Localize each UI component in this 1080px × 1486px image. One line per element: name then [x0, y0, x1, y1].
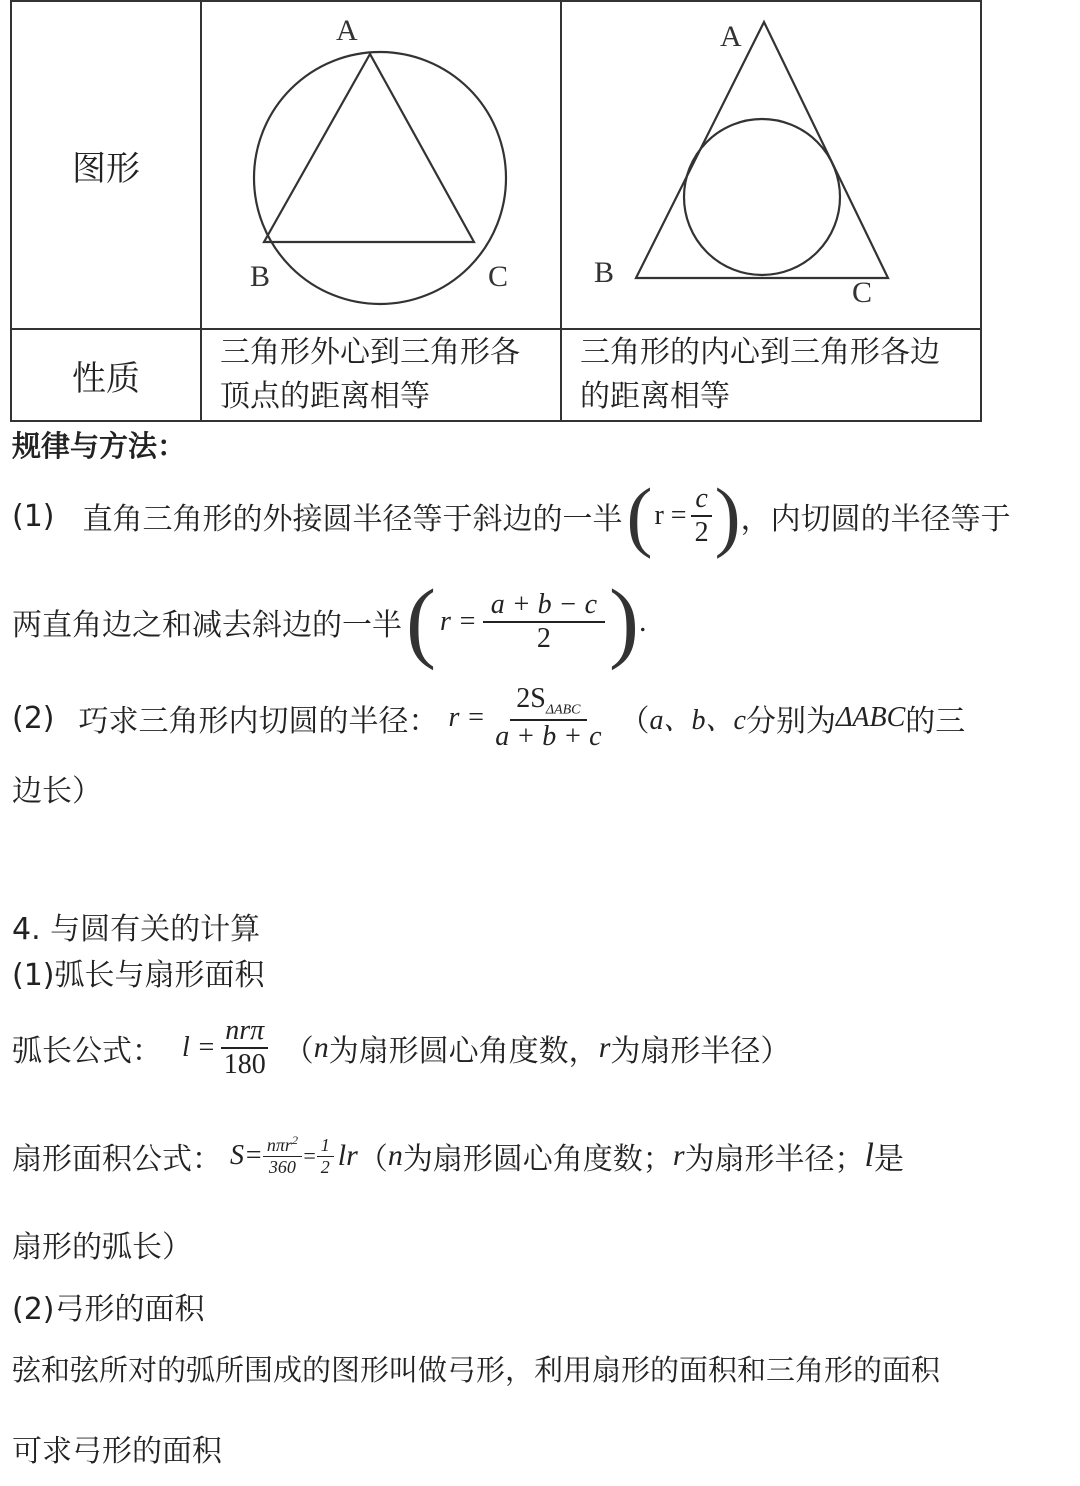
- row-label-property: [11, 329, 201, 421]
- arc-fraction: [220, 1015, 270, 1081]
- arc-note-open: （: [283, 1034, 314, 1069]
- rule1-line1: [12, 472, 1011, 559]
- sector-fraction: [263, 1134, 302, 1177]
- sector-eq: =: [301, 1143, 317, 1168]
- formula-a-denominator: 2: [694, 517, 709, 548]
- property-circumcenter: [201, 329, 561, 421]
- rule2-formula-fraction: [491, 683, 605, 753]
- vertex-a-label: A: [336, 14, 358, 47]
- arc-note-r: r: [598, 1031, 611, 1064]
- sector-note-n: n: [387, 1139, 403, 1172]
- formula-b-fraction: [483, 589, 605, 655]
- row-label-figure-text: 图形: [72, 148, 140, 189]
- incircle: [684, 119, 840, 275]
- rule2-note-open: （: [619, 704, 650, 739]
- sector-note-line2: 扇形的弧长）: [12, 1230, 192, 1265]
- row-label-property-text: 性质: [72, 358, 140, 399]
- rule2-note-triangle: ΔABC: [835, 702, 906, 733]
- sector-note-open: （: [357, 1142, 388, 1177]
- vertex-b-label: B: [594, 256, 615, 289]
- sector-note-l: l: [864, 1137, 874, 1174]
- sector-half-denominator: 2: [320, 1156, 330, 1177]
- vertex-c-label: C: [488, 260, 509, 293]
- rule1-text-a: 直角三角形的外接圆半径等于斜边的一半: [82, 502, 623, 537]
- sector-note-c: 为扇形半径；: [684, 1142, 865, 1177]
- sector-num-main: nπr: [266, 1135, 292, 1156]
- property-circumcenter-line2: 顶点的距离相等: [220, 379, 430, 414]
- section-title: 规律与方法：: [12, 429, 187, 463]
- sector-area-line: [12, 1124, 904, 1188]
- sector-label: 扇形面积公式：: [12, 1142, 222, 1177]
- sector-s: S=: [230, 1140, 263, 1171]
- arc-note-n: n: [313, 1031, 329, 1064]
- circumcircle-diagram: [202, 2, 560, 328]
- formula-b-lhs: r =: [439, 606, 477, 637]
- incircle-diagram: [562, 2, 980, 328]
- sector-denominator: 360: [268, 1157, 296, 1177]
- sector-num-sup: 2: [291, 1133, 298, 1148]
- arc-lhs: l =: [182, 1032, 216, 1063]
- circumcircle: [254, 52, 509, 304]
- arc-numerator: nrπ: [221, 1015, 268, 1049]
- rule2-line1: [12, 680, 965, 756]
- bow-line1: 弦和弦所对的弧所围成的图形叫做弓形，利用扇形的面积和三角形的面积: [12, 1353, 941, 1387]
- arc-label: 弧长公式：: [12, 1034, 162, 1069]
- bow-line2: 可求弓形的面积: [12, 1434, 222, 1469]
- property-incenter-line2: 的距离相等: [580, 379, 730, 414]
- rule1-label: (1): [12, 498, 55, 534]
- rule1-end: .: [638, 605, 647, 638]
- formula-b-denominator: 2: [536, 623, 551, 654]
- triangle-abc: [636, 22, 888, 278]
- sector-numerator: [263, 1134, 302, 1157]
- sector-note-r: r: [672, 1139, 685, 1172]
- rule1-text-b: ，内切圆的半径等于: [740, 502, 1011, 537]
- rule2-note-c: 的三: [905, 704, 966, 739]
- rule2-formula-numerator: [510, 683, 586, 721]
- sector-note-b: 为扇形圆心角度数；: [402, 1142, 673, 1177]
- arc-note-c: 为扇形半径）: [610, 1034, 791, 1069]
- sector-lr: lr: [337, 1139, 358, 1172]
- property-incenter: [561, 329, 981, 421]
- triangle-abc: [264, 54, 474, 242]
- rule1-line2: [12, 572, 647, 671]
- formula-a-numerator: c: [691, 483, 711, 517]
- sector-half-fraction: [317, 1135, 334, 1177]
- rule2-line2: 边长）: [12, 774, 102, 809]
- property-incenter-line1: 三角形的内心到三角形各边: [580, 335, 940, 370]
- formula-a-fraction: [691, 483, 713, 549]
- rule2-formula-lhs: r =: [448, 702, 486, 733]
- paren-open: (: [406, 572, 436, 671]
- properties-table: [10, 0, 982, 422]
- rule2-formula-denominator: a + b + c: [495, 720, 602, 752]
- arc-note-b: 为扇形圆心角度数，: [328, 1034, 599, 1069]
- vertex-b-label: B: [250, 260, 271, 293]
- vertex-a-label: A: [720, 20, 742, 53]
- circumscribed-figure-cell: [201, 1, 561, 329]
- rule2-num-sub: ΔABC: [545, 702, 581, 718]
- section4-title: 4. 与圆有关的计算: [12, 912, 261, 947]
- sector-half-numerator: 1: [317, 1135, 334, 1157]
- rule2-note-b: 分别为: [745, 704, 836, 739]
- rule2-text-a: 巧求三角形内切圆的半径：: [78, 704, 439, 739]
- vertex-c-label: C: [852, 276, 873, 309]
- row-label-figure: [11, 1, 201, 329]
- section4-sub1: (1)弧长与扇形面积: [12, 958, 265, 993]
- sector-note-d: 是: [873, 1142, 904, 1177]
- section4-sub2: (2)弓形的面积: [12, 1292, 205, 1327]
- paren-close: ): [714, 472, 741, 559]
- formula-b-numerator: a + b − c: [483, 589, 605, 623]
- arc-length-line: [12, 1010, 790, 1086]
- inscribed-figure-cell: [561, 1, 981, 329]
- arc-denominator: 180: [223, 1049, 266, 1080]
- paren-close: ): [609, 572, 639, 671]
- paren-open: (: [626, 472, 653, 559]
- rule2-note-vars: a、b、c: [649, 705, 746, 736]
- property-circumcenter-line1: 三角形外心到三角形各: [220, 335, 520, 370]
- formula-a-lhs: r =: [654, 500, 687, 531]
- rule1-text-c: 两直角边之和减去斜边的一半: [12, 608, 402, 643]
- rule2-num-main: 2S: [516, 683, 546, 715]
- rule2-label: (2): [12, 700, 55, 736]
